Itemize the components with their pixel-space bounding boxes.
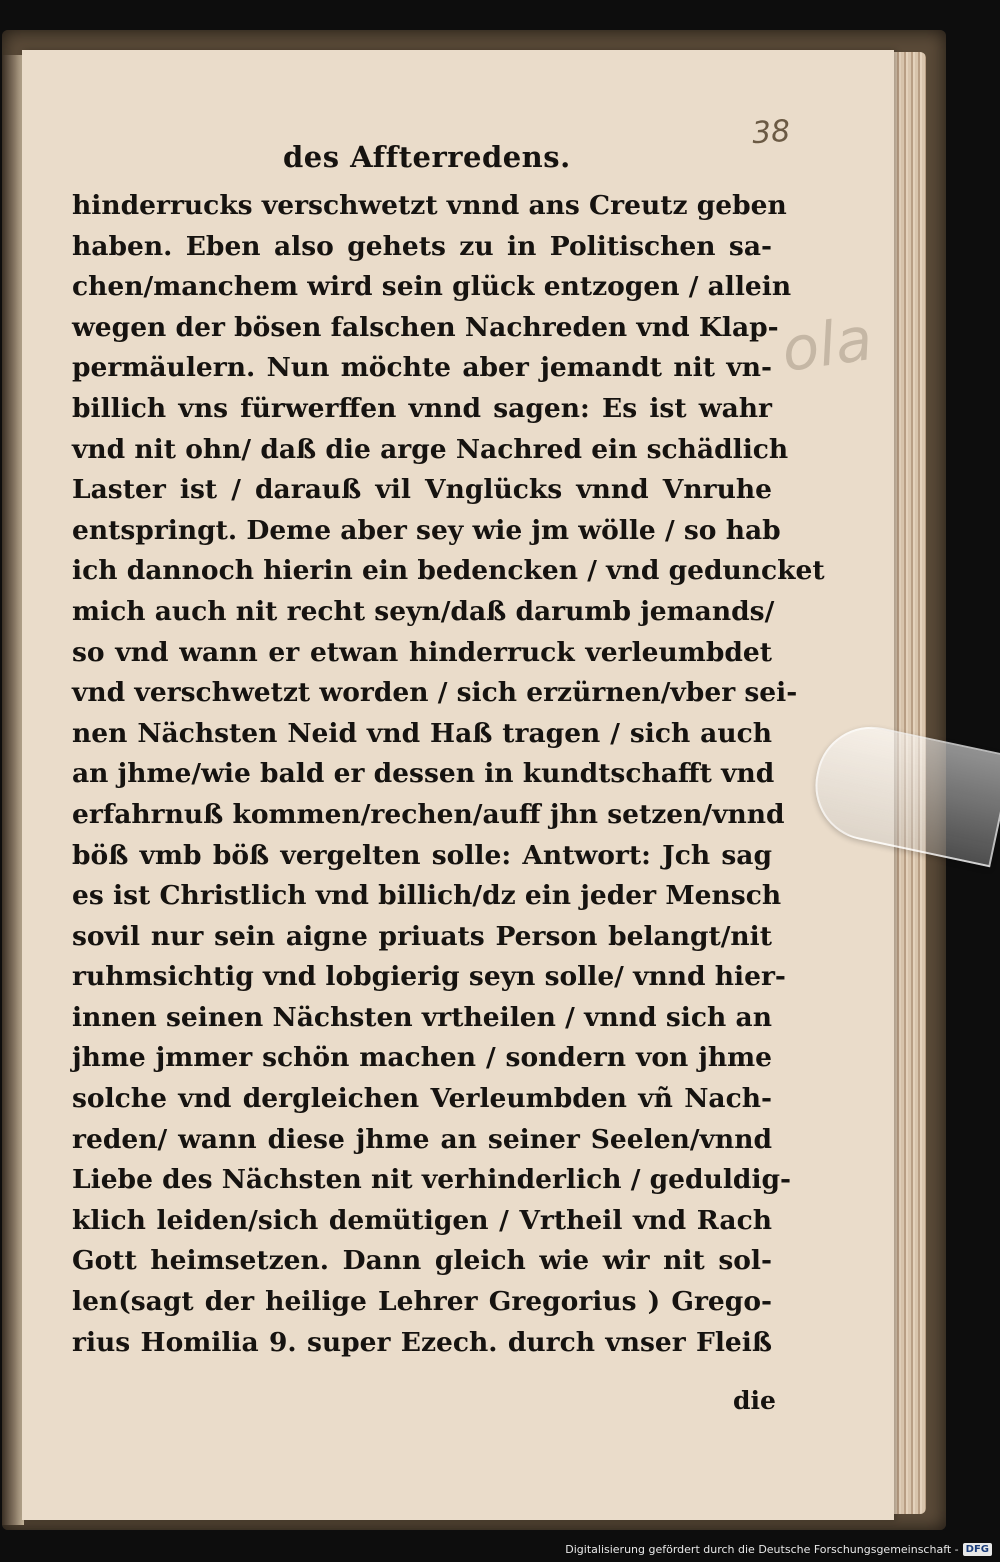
text-line: ich dannoch hierin ein bedencken / vnd geduncket (72, 555, 825, 587)
text-line: vnd verschwetzt worden / sich erzürnen/vber sei- (72, 677, 798, 709)
text-line: klich leiden/sich demütigen / Vrtheil vnd Rach (72, 1204, 772, 1236)
text-line: Liebe des Nächsten nit verhinderlich / geduldig- (72, 1164, 792, 1196)
text-line: Laster ist / darauß vil Vnglücks vnnd Vnruhe (72, 474, 772, 506)
margin-annotation: ola (777, 304, 877, 386)
text-line: innen seinen Nächsten vrtheilen / vnnd sich an (72, 1001, 772, 1033)
running-head: des Affterredens. (283, 140, 571, 174)
text-line: entspringt. Deme aber sey wie jm wölle / so hab (72, 514, 781, 546)
text-line: len(sagt der heilige Lehrer Gregorius ) Grego- (72, 1286, 772, 1318)
text-line: chen/manchem wird sein glück entzogen / allein (72, 271, 792, 303)
book-gutter (2, 55, 24, 1525)
page-number: 38 (750, 113, 792, 152)
text-line: erfahrnuß kommen/rechen/auff jhn setzen/vnnd (72, 798, 785, 830)
text-line: permäulern. Nun möchte aber jemandt nit vn- (72, 352, 772, 384)
dfg-logo-icon: DFG (963, 1543, 992, 1556)
text-line: wegen der bösen falschen Nachreden vnd Klap- (72, 311, 779, 343)
text-line: nen Nächsten Neid vnd Haß tragen / sich auch (72, 717, 772, 749)
text-line: Gott heimsetzen. Dann gleich wie wir nit sol- (72, 1245, 772, 1277)
text-line: sovil nur sein aigne priuats Person belangt/nit (72, 920, 772, 952)
text-line: vnd nit ohn/ daß die arge Nachred ein schädlich (72, 433, 789, 465)
text-block (72, 186, 825, 1363)
text-line: haben. Eben also gehets zu in Politischen sa- (72, 230, 772, 262)
text-line: böß vmb böß vergelten solle: Antwort: Jch sag (72, 839, 772, 871)
text-line: ruhmsichtig vnd lobgierig seyn solle/ vnnd hier- (72, 961, 786, 993)
text-line: solche vnd dergleichen Verleumbden vñ Nach- (72, 1083, 772, 1115)
footer-credit (565, 1543, 992, 1556)
text-line: an jhme/wie bald er dessen in kundtschafft vnd (72, 758, 775, 790)
text-line: jhme jmmer schön machen / sondern von jhme (72, 1042, 772, 1074)
text-line: rius Homilia 9. super Ezech. durch vnser Fleiß (72, 1326, 772, 1358)
footer-text: Digitalisierung gefördert durch die Deutsche Forschungsgemeinschaft - (565, 1543, 959, 1556)
catchword: die (733, 1386, 776, 1415)
text-line: billich vns fürwerffen vnnd sagen: Es ist wahr (72, 392, 772, 424)
text-line: so vnd wann er etwan hinderruck verleumbdet (72, 636, 772, 668)
text-line: es ist Christlich vnd billich/dz ein jeder Mensch (72, 880, 782, 912)
text-line: reden/ wann diese jhme an seiner Seelen/vnnd (72, 1123, 772, 1155)
text-line: hinderrucks verschwetzt vnnd ans Creutz geben (72, 190, 787, 221)
text-line: mich auch nit recht seyn/daß darumb jemands/ (72, 595, 775, 627)
